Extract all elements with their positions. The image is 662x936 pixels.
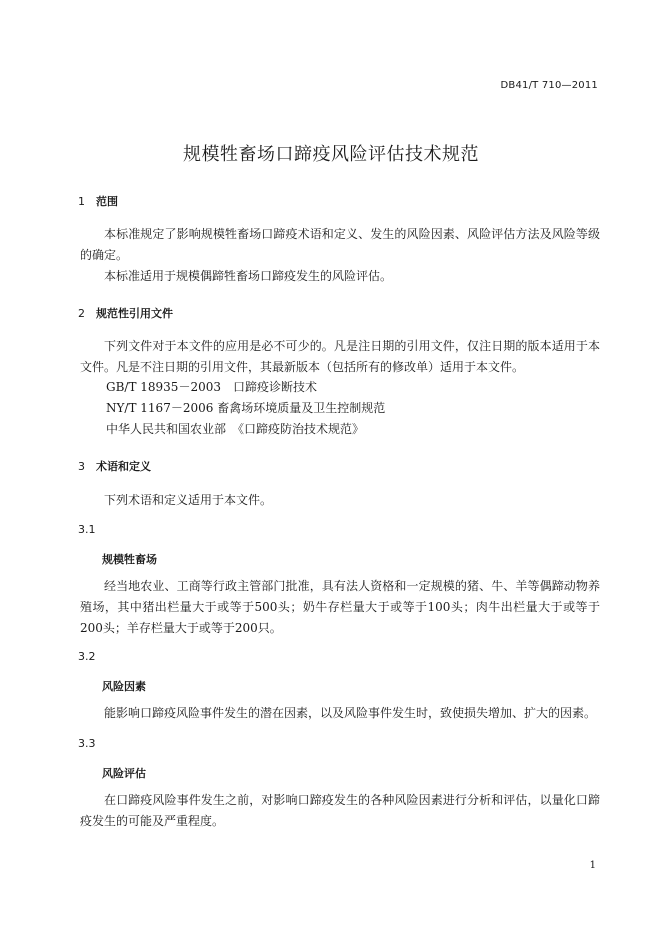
scope-paragraph-2: 本标准适用于规模偶蹄牲畜场口蹄疫发生的风险评估。 xyxy=(104,269,393,283)
term-definition: 能影响口蹄疫风险事件发生的潜在因素，以及风险事件发生时，致使损失增加、扩大的因素。 xyxy=(104,706,597,720)
reference-code: 中华人民共和国农业部 xyxy=(106,422,227,436)
terms-intro-paragraph: 下列术语和定义适用于本文件。 xyxy=(104,493,273,507)
document-code: DB41/T 710—2011 xyxy=(500,80,598,91)
section-heading-normative-references xyxy=(78,305,173,321)
term-definition: 经当地农业、工商等行政主管部门批准，具有法人资格和一定规模的猪、牛、羊等偶蹄动物养殖场，其中猪出栏量大于或等于500头；奶牛存栏量大于或等于100头；肉牛出栏量大于或等于200头；羊存栏量大于或等于200只。 xyxy=(80,579,600,635)
scope-paragraph-1: 本标准规定了影响规模牲畜场口蹄疫术语和定义、发生的风险因素、风险评估方法及风险等级的确定。 xyxy=(80,227,600,262)
references-intro-paragraph: 下列文件对于本文件的应用是必不可少的。凡是注日期的引用文件，仅注日期的版本适用于本文件。凡是不注日期的引用文件，其最新版本（包括所有的修改单）适用于本文件。 xyxy=(80,339,600,374)
section-title: 规范性引用文件 xyxy=(96,307,173,320)
term-number: 3.3 xyxy=(78,737,96,750)
reference-code: GB/T 18935－2003 xyxy=(106,380,221,394)
reference-name: 口蹄疫诊断技术 xyxy=(233,380,318,394)
term-name: 风险因素 xyxy=(102,680,146,693)
section-number: 1 xyxy=(78,195,85,208)
term-number: 3.2 xyxy=(78,650,96,663)
reference-name: 《口蹄疫防治技术规范》 xyxy=(238,422,365,436)
term-definition: 在口蹄疫风险事件发生之前，对影响口蹄疫发生的各种风险因素进行分析和评估，以量化口蹄疫发生的可能及严重程度。 xyxy=(80,793,600,828)
reference-item xyxy=(106,419,364,440)
term-name: 规模牲畜场 xyxy=(102,553,157,566)
section-number: 3 xyxy=(78,460,85,473)
section-title: 范围 xyxy=(96,195,118,208)
page-number: 1 xyxy=(589,860,596,871)
section-heading-scope xyxy=(78,193,118,209)
term-number: 3.1 xyxy=(78,523,96,536)
section-number: 2 xyxy=(78,307,85,320)
reference-name: 畜禽场环境质量及卫生控制规范 xyxy=(217,401,386,415)
reference-code: NY/T 1167－2006 xyxy=(106,401,214,415)
term-name: 风险评估 xyxy=(102,767,146,780)
document-title: 规模牲畜场口蹄疫风险评估技术规范 xyxy=(183,144,479,165)
reference-item xyxy=(106,398,385,419)
reference-item xyxy=(106,377,317,398)
section-heading-terms xyxy=(78,458,151,474)
section-title: 术语和定义 xyxy=(96,460,151,473)
